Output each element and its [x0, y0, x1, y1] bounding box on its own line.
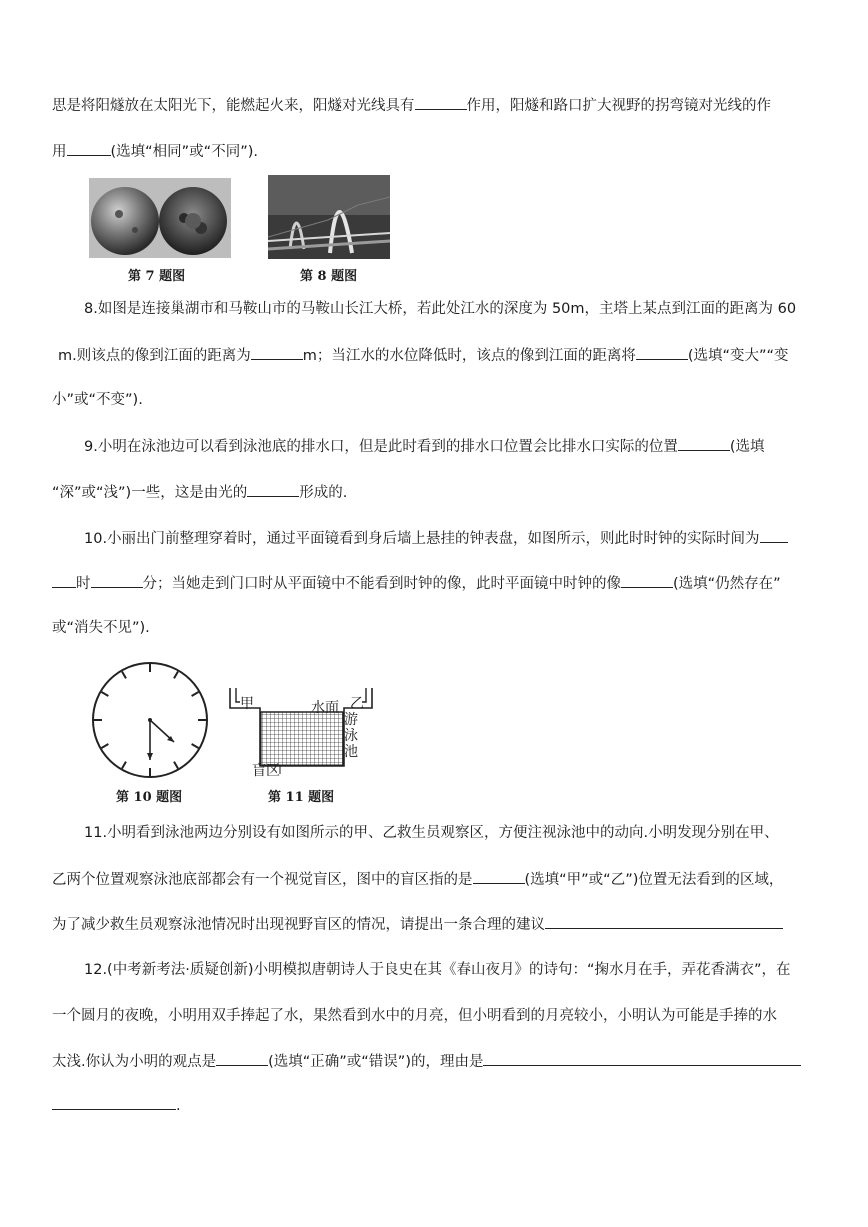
- fig10-clock-image: [90, 660, 210, 780]
- q11-line-1: 11.小明看到泳池两边分别设有如图所示的甲、乙救生员观察区，方便注视泳池中的动向.小明发现分别在甲、: [84, 825, 779, 841]
- q8-text-c: (选填“变大”“变: [687, 348, 789, 364]
- q7-text-d: (选填“相同”或“不同”).: [110, 144, 258, 160]
- q10-text-a: 10.小丽出门前整理穿着时，通过平面镜看到身后墙上悬挂的钟表盘，如图所示，则此时时钟的实际时间为: [84, 531, 760, 547]
- q9-text-a: 9.小明在泳池边可以看到泳池底的排水口，但是此时看到的排水口位置会比排水口实际的位置: [84, 439, 678, 455]
- q12-line-3: [52, 1051, 801, 1072]
- q8-text-b: m；当江水的水位降低时，该点的像到江面的距离将: [302, 348, 636, 364]
- answer-blank[interactable]: [621, 573, 673, 588]
- answer-blank[interactable]: [760, 528, 788, 543]
- q10-line-1: [84, 528, 788, 549]
- answer-blank[interactable]: [247, 482, 299, 497]
- q7-text-b: 作用，阳燧和路口扩大视野的拐弯镜对光线的作: [466, 98, 771, 114]
- q8-text-a: m.则该点的像到江面的距离为: [58, 348, 251, 364]
- fig11-label-blind-zone: 盲区: [252, 763, 280, 779]
- answer-blank[interactable]: [52, 1095, 176, 1110]
- q12-line-1: 12.(中考新考法·质疑创新)小明模拟唐朝诗人于良史在其《春山夜月》的诗句：“掬水月在手，弄花香满衣”，在: [84, 962, 791, 978]
- q8-line-3: 小”或“不变”).: [52, 392, 143, 408]
- q10-text-d: (选填“仍然存在”: [673, 576, 781, 592]
- answer-blank[interactable]: [483, 1051, 801, 1066]
- answer-blank[interactable]: [473, 869, 525, 884]
- answer-blank[interactable]: [545, 914, 783, 929]
- q10-line-3: 或“消失不见”).: [52, 620, 150, 636]
- answer-blank[interactable]: [216, 1051, 268, 1066]
- q12-line-4: [52, 1095, 181, 1116]
- q9-text-c: “深”或“浅”)一些，这是由光的: [52, 485, 248, 501]
- q9-text-d: 形成的.: [299, 485, 348, 501]
- fig8-caption: 第 8 题图: [300, 269, 358, 284]
- q8-line-2: [58, 345, 789, 366]
- q10-line-2: [52, 573, 781, 594]
- q10-text-b: 时: [76, 576, 91, 592]
- q11-line-3: [52, 914, 783, 935]
- q12-line-2: 一个圆月的夜晚，小明用双手捧起了水，果然看到水中的月亮，但小明看到的月亮较小，小明认为可能是手捧的水: [52, 1008, 777, 1024]
- fig11-label-water-surface: 水面: [311, 700, 339, 716]
- answer-blank[interactable]: [67, 141, 111, 156]
- q12-text-a: 太浅.你认为小明的观点是: [52, 1054, 217, 1070]
- fig8-bridge-image: [268, 175, 390, 259]
- fig11-label-pool: 游泳池: [344, 712, 358, 760]
- q12-text-b: (选填“正确”或“错误”)的，理由是: [268, 1054, 484, 1070]
- q11-line-2: [52, 869, 783, 890]
- q8-line-1: 8.如图是连接巢湖市和马鞍山市的马鞍山长江大桥，若此处江水的深度为 50m，主塔上某点到江面的距离为 60: [84, 301, 797, 317]
- fig11-label-jia: 甲: [240, 696, 254, 712]
- answer-blank[interactable]: [91, 573, 143, 588]
- q9-text-b: (选填: [729, 439, 765, 455]
- q12-text-end: .: [176, 1098, 181, 1114]
- q10-text-c: 分；当她走到门口时从平面镜中不能看到时钟的像，此时平面镜中时钟的像: [142, 576, 621, 592]
- answer-blank[interactable]: [251, 345, 303, 360]
- q7-text-a: 思是将阳燧放在太阳光下，能燃起火来，阳燧对光线具有: [52, 98, 415, 114]
- q9-line-2: [52, 482, 347, 503]
- q11-text-c: 为了减少救生员观察泳池情况时出现视野盲区的情况，请提出一条合理的建议: [52, 917, 545, 933]
- answer-blank[interactable]: [415, 95, 467, 110]
- answer-blank[interactable]: [636, 345, 688, 360]
- q7-line-1: [52, 95, 771, 116]
- q11-text-b: (选填“甲”或“乙”)位置无法看到的区域，: [524, 872, 784, 888]
- fig11-label-yi: 乙: [350, 696, 364, 712]
- q7-text-c: 用: [52, 144, 67, 160]
- answer-blank[interactable]: [678, 436, 730, 451]
- fig7-bronze-mirrors-image: [89, 178, 231, 258]
- answer-blank[interactable]: [52, 573, 76, 588]
- fig11-caption: 第 11 题图: [268, 790, 335, 805]
- fig10-caption: 第 10 题图: [116, 790, 183, 805]
- q11-text-a: 乙两个位置观察泳池底部都会有一个视觉盲区，图中的盲区指的是: [52, 872, 473, 888]
- q9-line-1: [84, 436, 765, 457]
- q7-line-2: [52, 141, 258, 162]
- fig7-caption: 第 7 题图: [128, 269, 186, 284]
